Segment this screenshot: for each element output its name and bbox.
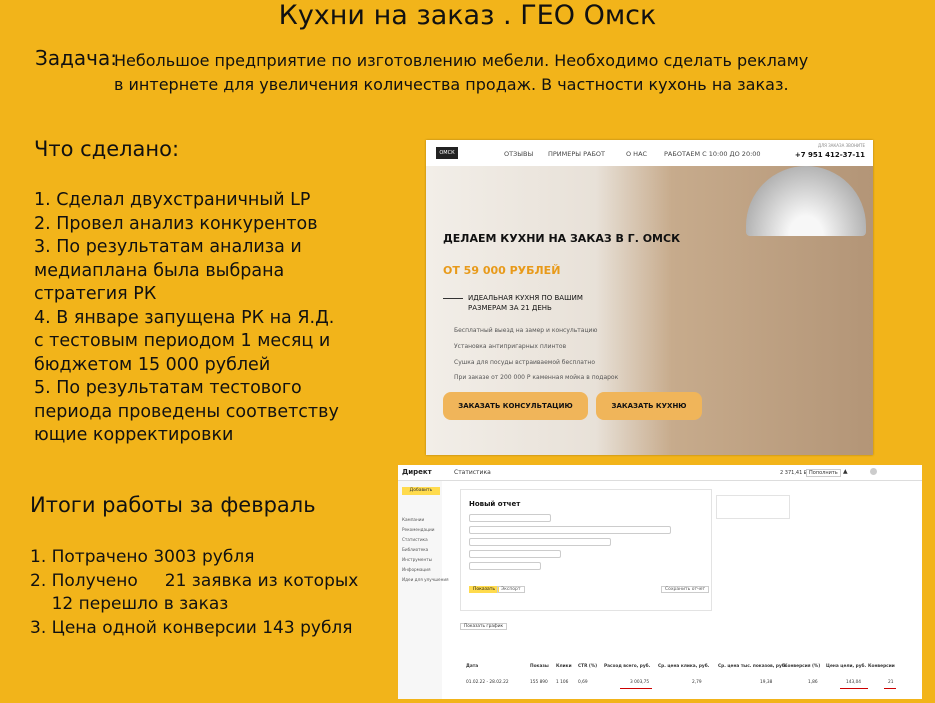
column-header[interactable]: Показы (530, 664, 549, 669)
bullet-item: Сушка для посуды встраиваемой бесплатно (454, 359, 596, 366)
report-title: Новый отчет (469, 500, 521, 508)
list-item: 3. Цена одной конверсии 143 рубля (30, 617, 353, 638)
report-panel (460, 489, 712, 611)
landing-screenshot (426, 140, 873, 455)
add-button[interactable]: Добавить (402, 487, 440, 495)
attribution-select[interactable] (469, 538, 611, 546)
list-item: 1. Потрачено 3003 рубля (30, 547, 255, 567)
list-item: периода проведены соответству (34, 401, 339, 422)
list-item: 5. По результатам тестового (34, 378, 302, 398)
done-heading: Что сделано: (34, 137, 180, 161)
cell: 21 (888, 680, 894, 685)
cell: 143,04 (846, 680, 862, 685)
direct-section: Статистика (454, 469, 491, 476)
column-header[interactable]: Клики (556, 664, 572, 669)
highlight-underline (884, 688, 896, 689)
avatar[interactable] (870, 468, 877, 475)
cell: 1 106 (556, 680, 569, 685)
list-item: 1. Сделал двухстраничный LP (34, 190, 311, 210)
done-list (34, 189, 339, 448)
column-header[interactable]: Конверсии (868, 664, 895, 669)
results-list (30, 546, 358, 640)
highlight-underline (840, 688, 868, 689)
sidebar-item[interactable]: Инструменты (402, 557, 432, 562)
sidebar-item[interactable]: Идеи для улучшения (402, 577, 449, 582)
landing-logo: ОМСК (436, 147, 458, 159)
sidebar-item[interactable]: Рекомендации (402, 527, 435, 532)
sidebar-item[interactable]: Библиотека (402, 547, 429, 552)
grouping-select[interactable] (469, 514, 551, 522)
balance: 2 371,41 ₽ (780, 470, 808, 476)
list-item: 4. В январе запущена РК на Я.Д. (34, 307, 335, 328)
task-line: в интернете для увеличения количества продаж. В частности кухонь на заказ. (114, 75, 789, 94)
cell: 2,79 (692, 680, 702, 685)
task-line: Небольшое предприятие по изготовлению мебели. Необходимо сделать рекламу (114, 51, 809, 70)
order-kitchen-button[interactable]: ЗАКАЗАТЬ КУХНЮ (596, 392, 702, 420)
column-header[interactable]: Конверсия (%) (784, 664, 821, 669)
phone-number[interactable]: +7 951 412-37-11 (794, 151, 865, 159)
divider (443, 298, 463, 299)
show-chart-button[interactable]: Показать график (460, 623, 507, 630)
task-text (114, 49, 834, 97)
save-report-button[interactable]: Сохранить отчет (661, 586, 709, 593)
saved-reports-panel (716, 495, 790, 519)
list-item: 2. Получено 21 заявка из которых (30, 570, 359, 591)
direct-logo: Директ (402, 468, 432, 476)
export-button[interactable]: Экспорт (497, 586, 525, 593)
nav-link-about[interactable]: О НАС (626, 150, 648, 158)
column-header[interactable]: Дата (466, 664, 479, 669)
landing-headline: ДЕЛАЕМ КУХНИ НА ЗАКАЗ В Г. ОМСК (443, 232, 681, 245)
sidebar-item[interactable]: Кампании (402, 517, 425, 522)
cell: 1,86 (808, 680, 818, 685)
list-item: 12 перешло в заказ (30, 594, 229, 614)
list-item: медиаплана была выбрана (34, 260, 285, 281)
column-header[interactable]: Ср. цена клика, руб. (658, 664, 710, 669)
column-header[interactable]: Цена цели, руб. (826, 664, 867, 669)
topup-button[interactable]: Пополнить (806, 469, 841, 477)
nav-link-reviews[interactable]: ОТЗЫВЫ (504, 150, 534, 158)
landing-price: ОТ 59 000 РУБЛЕЙ (443, 264, 561, 277)
highlight-underline (620, 688, 652, 689)
cell: 0,69 (578, 680, 588, 685)
vat-select[interactable] (469, 562, 541, 570)
cell: 19,38 (760, 680, 773, 685)
page-title: Кухни на заказ . ГЕО Омск (278, 0, 657, 31)
goals-select[interactable] (469, 526, 671, 534)
results-heading: Итоги работы за февраль (30, 493, 316, 517)
list-item: ющие корректировки (34, 425, 234, 445)
column-header[interactable]: Расход всего, руб. (604, 664, 651, 669)
list-item: бюджетом 15 000 рублей (34, 354, 271, 375)
task-label: Задача: (35, 46, 117, 70)
nav-link-works[interactable]: ПРИМЕРЫ РАБОТ (548, 150, 606, 158)
cell: 01.02.22 - 28.02.22 (466, 680, 509, 685)
phone-label: ДЛЯ ЗАКАЗА ЗВОНИТЕ (817, 143, 865, 148)
column-header[interactable]: Ср. цена тыс. показов, руб. (718, 664, 787, 669)
consult-button[interactable]: ЗАКАЗАТЬ КОНСУЛЬТАЦИЮ (443, 392, 588, 420)
sidebar-item[interactable]: Информация (402, 567, 431, 572)
bell-icon[interactable]: ▲ (843, 468, 848, 475)
cell: 3 003,75 (630, 680, 650, 685)
landing-subtitle: ИДЕАЛЬНАЯ КУХНЯ ПО ВАШИМ РАЗМЕРАМ ЗА 21 ДЕНЬ (468, 294, 583, 312)
bullet-item: Бесплатный выезд на замер и консультацию (454, 327, 598, 334)
direct-screenshot (398, 465, 922, 699)
column-header[interactable]: CTR (%) (578, 664, 598, 669)
nav-hours: РАБОТАЕМ С 10:00 ДО 20:00 (664, 150, 761, 158)
bullet-item: Установка антипригарных плинтов (454, 343, 567, 350)
cell: 155 890 (530, 680, 548, 685)
sidebar-item[interactable]: Статистика (402, 537, 428, 542)
direct-topbar (398, 465, 922, 481)
list-item: стратегия РК (34, 284, 157, 304)
list-item: с тестовым периодом 1 месяц и (34, 331, 331, 351)
list-item: 2. Провел анализ конкурентов (34, 213, 318, 234)
date-range-select[interactable] (469, 550, 561, 558)
landing-nav (426, 140, 873, 166)
list-item: 3. По результатам анализа и (34, 237, 302, 257)
show-button[interactable]: Показать (469, 586, 499, 593)
bullet-item: При заказе от 200 000 Р каменная мойка в подарок (454, 374, 619, 381)
